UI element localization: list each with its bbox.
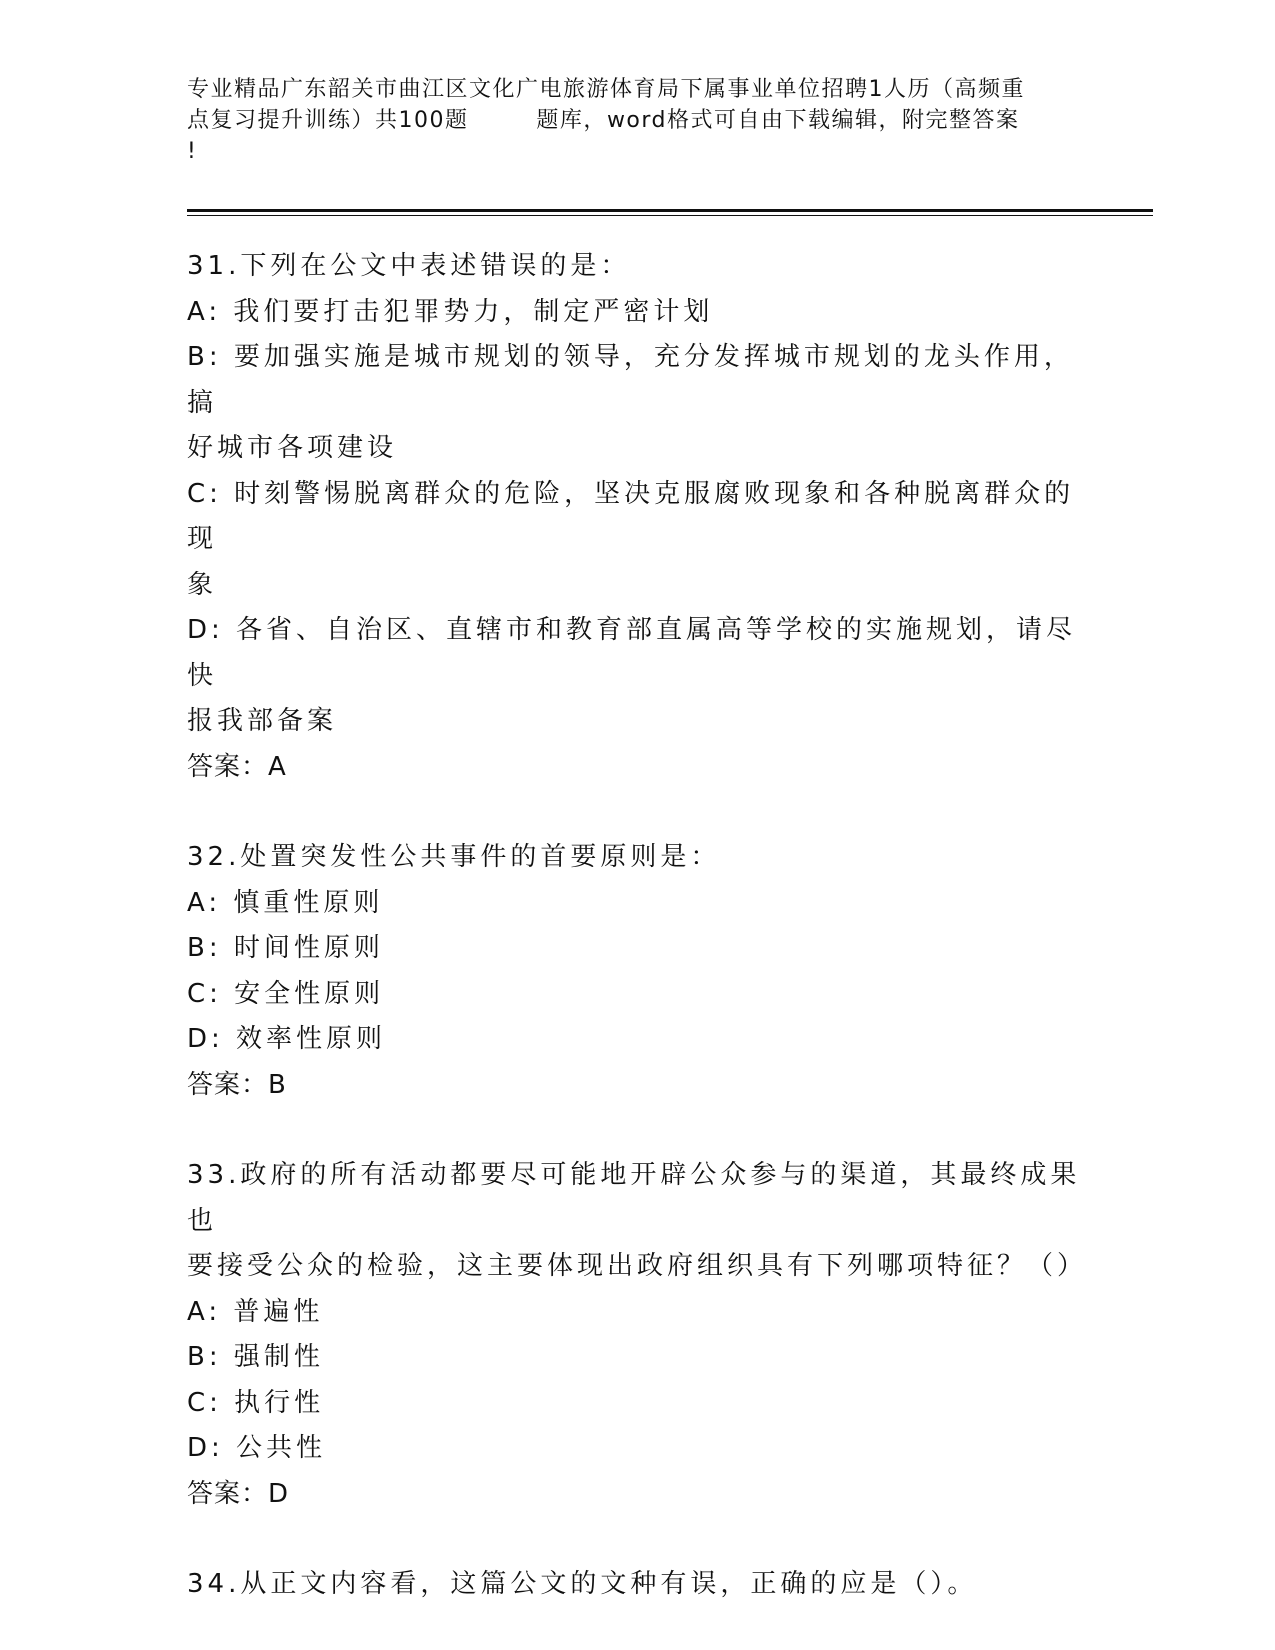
header-divider-thick — [187, 209, 1153, 212]
option-b — [187, 1335, 1087, 1381]
question-31 — [187, 244, 1087, 790]
stem-line: 要接受公众的检验，这主要体现出政府组织具有下列哪项特征？（） — [187, 1251, 1088, 1281]
option-line: B: 要加强实施是城市规划的领导，充分发挥城市规划的龙头作用，搞 — [187, 342, 1074, 418]
stem-line: 34.从正文内容看，这篇公文的文种有误，正确的应是（）。 — [187, 1569, 978, 1599]
question-list — [187, 244, 1087, 1608]
question-stem — [187, 244, 1087, 290]
option-line: A: 我们要打击犯罪势力，制定严密计划 — [187, 296, 714, 327]
option-d — [187, 608, 1087, 745]
option-line: C: 时刻警惕脱离群众的危险，坚决克服腐败现象和各种脱离群众的现 — [187, 478, 1075, 554]
answer-label: 答案：B — [187, 1069, 287, 1100]
option-line: A: 普遍性 — [187, 1296, 324, 1327]
stem-line: 32.处置突发性公共事件的首要原则是： — [187, 842, 721, 872]
option-line: A: 慎重性原则 — [187, 887, 384, 918]
option-d — [187, 1017, 1087, 1063]
option-line: C: 执行性 — [187, 1387, 325, 1418]
option-c — [187, 472, 1087, 609]
header-line: 点复习提升训练）共100题 题库，word格式可自由下载编辑，附完整答案 — [187, 108, 1020, 133]
option-a — [187, 290, 1087, 336]
option-line: B: 时间性原则 — [187, 933, 384, 963]
question-stem — [187, 1562, 1087, 1608]
option-line: 报我部备案 — [187, 706, 338, 736]
question-stem — [187, 835, 1087, 881]
option-line: D: 效率性原则 — [187, 1024, 387, 1054]
header-line: ! — [187, 139, 198, 164]
stem-line: 33.政府的所有活动都要尽可能地开辟公众参与的渠道，其最终成果也 — [187, 1160, 1081, 1236]
answer-label: 答案：A — [187, 751, 287, 782]
option-c — [187, 1381, 1087, 1427]
option-line: C: 安全性原则 — [187, 978, 385, 1009]
option-line: D: 公共性 — [187, 1433, 327, 1463]
question-33 — [187, 1153, 1087, 1517]
option-c — [187, 972, 1087, 1018]
option-line: B: 强制性 — [187, 1342, 324, 1372]
option-a — [187, 881, 1087, 927]
option-b — [187, 926, 1087, 972]
question-34 — [187, 1562, 1087, 1608]
option-line: 象 — [187, 569, 218, 600]
option-b — [187, 335, 1087, 472]
stem-line: 31.下列在公文中表述错误的是： — [187, 251, 631, 281]
header-line: 专业精品广东韶关市曲江区文化广电旅游体育局下属事业单位招聘1人历（高频重 — [187, 77, 1025, 102]
header-divider-thin — [187, 215, 1153, 216]
option-d — [187, 1426, 1087, 1472]
question-stem — [187, 1153, 1087, 1290]
option-line: 好城市各项建设 — [187, 433, 398, 463]
document-header — [187, 74, 1087, 167]
answer-label: 答案：D — [187, 1478, 290, 1509]
option-line: D: 各省、自治区、直辖市和教育部直属高等学校的实施规划，请尽快 — [187, 615, 1077, 691]
option-a — [187, 1290, 1087, 1336]
question-32 — [187, 835, 1087, 1108]
